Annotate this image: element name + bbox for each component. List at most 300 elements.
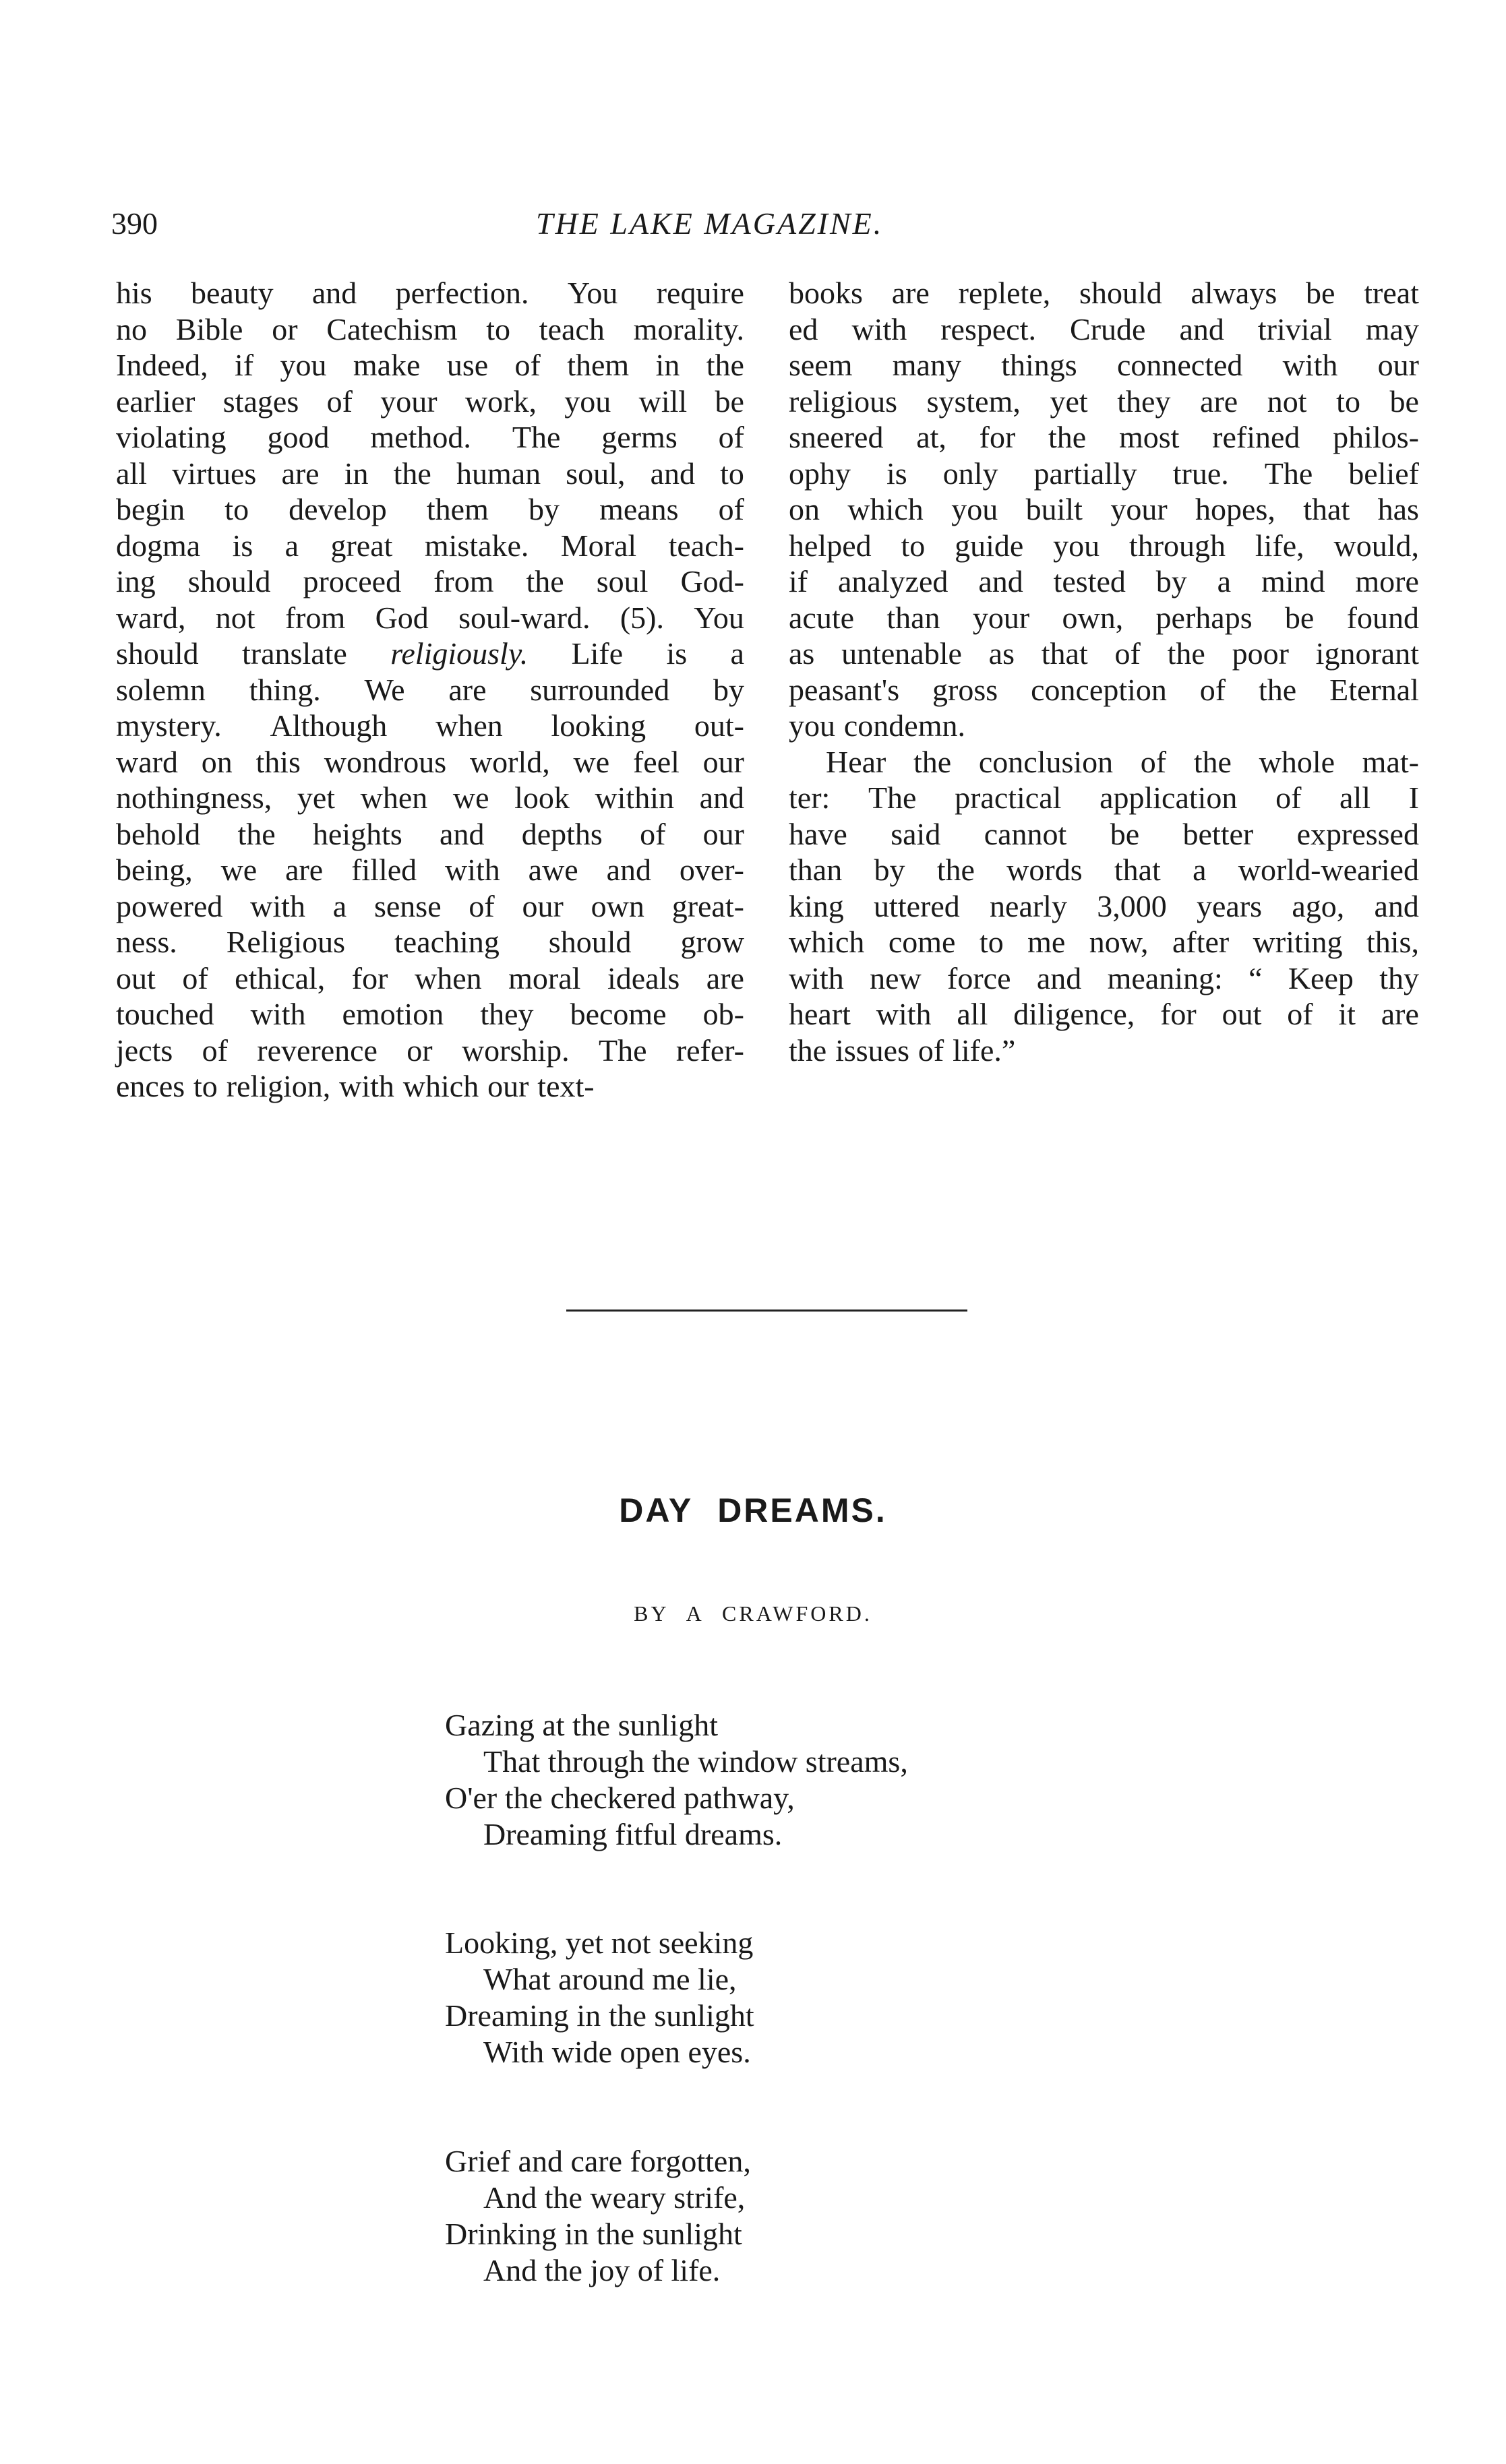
word: surrounded — [530, 672, 670, 707]
word: hopes, — [1195, 492, 1275, 526]
word: ignorant — [1315, 636, 1419, 671]
word: the — [789, 1033, 827, 1068]
word: me — [1027, 925, 1066, 959]
word: our — [702, 744, 744, 779]
text-line — [789, 347, 1419, 383]
text-line — [116, 275, 744, 311]
word: than — [886, 600, 940, 635]
word: for — [1160, 997, 1197, 1031]
word: whole — [1259, 744, 1335, 779]
word: world, — [469, 744, 550, 779]
word: proceed — [303, 564, 402, 598]
word: to — [193, 1069, 218, 1103]
word: they — [1117, 383, 1171, 419]
word: and — [606, 853, 651, 887]
word: of — [1287, 997, 1313, 1031]
word: touched — [116, 997, 214, 1031]
word: mystery. — [116, 708, 222, 743]
word: if — [235, 348, 254, 382]
word: thing. — [249, 672, 321, 707]
word: force — [947, 960, 1011, 995]
word: solemn — [116, 672, 206, 707]
poem-stanza-3 — [445, 2143, 751, 2289]
word: of — [1140, 744, 1167, 779]
word: you — [789, 708, 835, 743]
word: practical — [955, 780, 1062, 815]
word: which — [402, 1069, 479, 1103]
word: great- — [671, 888, 744, 923]
word: of — [514, 348, 541, 382]
word: condemn. — [843, 708, 965, 743]
word: when — [360, 780, 428, 815]
text-line — [116, 456, 744, 492]
word: over- — [679, 853, 744, 887]
word: the — [913, 744, 952, 779]
left-column — [116, 275, 744, 1105]
word: the — [1193, 744, 1232, 779]
word: germs — [601, 420, 677, 454]
word: partially — [1033, 456, 1137, 491]
word: only — [942, 456, 998, 491]
word: at, — [916, 420, 946, 454]
word: begin — [116, 492, 185, 526]
text-line — [789, 563, 1419, 600]
poem-line: And the weary strife, — [483, 2180, 746, 2215]
word: you — [951, 492, 998, 526]
word: filled — [351, 853, 417, 887]
word: peasant's — [789, 672, 900, 707]
word: require — [656, 276, 744, 310]
text-line — [116, 528, 744, 564]
word: out — [116, 960, 156, 995]
word: philos- — [1333, 420, 1419, 454]
word: ing — [116, 564, 156, 598]
word: poor — [1232, 636, 1289, 671]
word: sneered — [789, 420, 884, 454]
word: heart — [789, 997, 851, 1031]
word: is — [886, 456, 907, 491]
text-line — [789, 996, 1419, 1033]
poem-line: Grief and care forgotten, — [445, 2144, 751, 2178]
word: books — [789, 276, 863, 310]
word: more — [1355, 564, 1419, 598]
word: as — [789, 636, 815, 671]
text-line — [789, 1033, 1419, 1069]
word: or — [406, 1033, 433, 1068]
word: for — [351, 960, 388, 995]
word: true. — [1172, 456, 1229, 491]
word: nothingness, — [116, 780, 272, 815]
word: his — [116, 276, 152, 310]
word: diligence, — [1013, 997, 1135, 1031]
word: nearly — [990, 888, 1067, 923]
word: guide — [955, 528, 1024, 563]
word: issues — [835, 1033, 909, 1068]
word: for — [979, 420, 1016, 454]
word: yet — [1050, 383, 1088, 419]
word: a — [284, 528, 299, 563]
poem-line: Gazing at the sunlight — [445, 1708, 718, 1742]
word: trivial — [1257, 311, 1332, 346]
word: of — [1199, 672, 1226, 707]
word: mat- — [1362, 744, 1419, 779]
word: the — [526, 564, 564, 598]
poem-stanza-1 — [445, 1707, 908, 1853]
poem-line: O'er the checkered pathway, — [445, 1781, 795, 1815]
word: not — [215, 600, 255, 635]
word: should — [116, 636, 199, 671]
word: expressed — [1296, 816, 1419, 851]
word: jects — [116, 1033, 173, 1068]
word: a — [1217, 564, 1232, 598]
word: analyzed — [837, 564, 948, 598]
word: replete, — [958, 276, 1051, 310]
word: 3,000 — [1097, 888, 1167, 923]
text-line — [116, 311, 744, 348]
word: all — [957, 997, 988, 1031]
word: develop — [289, 492, 387, 526]
word: has — [1377, 492, 1419, 526]
word: good — [267, 420, 330, 454]
text-line — [116, 708, 744, 744]
word: a — [332, 888, 347, 923]
word: morality. — [633, 311, 744, 346]
word: use — [446, 348, 489, 382]
text-line — [789, 456, 1419, 492]
word: which — [847, 492, 924, 526]
word: be — [1306, 276, 1335, 310]
word: Eternal — [1329, 672, 1419, 707]
word: world-wearied — [1238, 853, 1419, 887]
word: in — [655, 348, 680, 382]
word: have — [789, 816, 847, 851]
word: meaning: — [1107, 960, 1223, 995]
word: teach — [539, 311, 605, 346]
word: (5). — [620, 600, 664, 635]
word: are — [285, 853, 324, 887]
word: the — [1048, 420, 1087, 454]
word: on — [201, 744, 233, 779]
word: The — [512, 420, 561, 454]
word: a — [1193, 853, 1207, 887]
word: you — [564, 383, 611, 419]
word: The — [868, 780, 917, 815]
poem-line: Drinking in the sunlight — [445, 2217, 742, 2251]
text-line — [116, 852, 744, 888]
word: teach- — [668, 528, 744, 563]
word: sense — [373, 888, 442, 923]
word: no — [116, 311, 147, 346]
word: many — [892, 348, 961, 382]
word: we — [220, 853, 258, 887]
poem-line: Dreaming fitful dreams. — [483, 1817, 783, 1851]
word: and — [1036, 960, 1082, 995]
word: Catechism — [326, 311, 458, 346]
word: to — [486, 311, 511, 346]
word: by — [1155, 564, 1187, 598]
word: The — [598, 1033, 647, 1068]
word: and — [650, 456, 696, 491]
text-line — [789, 852, 1419, 888]
word: should — [1079, 276, 1162, 310]
text-line — [789, 275, 1419, 311]
running-title: THE LAKE MAGAZINE. — [536, 206, 884, 241]
word: our — [487, 1069, 529, 1103]
word: You — [694, 600, 744, 635]
word: we — [573, 744, 610, 779]
word: God — [375, 600, 429, 635]
word: is — [232, 528, 253, 563]
text-line — [116, 347, 744, 383]
word: most — [1118, 420, 1180, 454]
word: which — [789, 925, 865, 959]
word: Although — [270, 708, 388, 743]
word: and — [1179, 311, 1224, 346]
word: now, — [1089, 925, 1149, 959]
word: and — [978, 564, 1023, 598]
word: ter: — [789, 780, 831, 815]
word: ness. — [116, 925, 177, 959]
word: through — [1128, 528, 1226, 563]
text-line — [116, 780, 744, 816]
word: are — [281, 456, 320, 491]
word: all — [116, 456, 147, 491]
word: with — [250, 997, 306, 1031]
page-header — [111, 206, 1433, 253]
word: acute — [789, 600, 855, 635]
text-line — [116, 491, 744, 528]
word: powered — [116, 888, 223, 923]
word: words — [1006, 853, 1083, 887]
text-line — [789, 419, 1419, 456]
word: always — [1191, 276, 1277, 310]
word: things — [1001, 348, 1077, 382]
text-line — [116, 600, 744, 636]
word: are — [1200, 383, 1238, 419]
word: ward — [116, 744, 178, 779]
word: mistake. — [424, 528, 529, 563]
word: you — [1053, 528, 1100, 563]
word: with — [1282, 348, 1338, 382]
word: king — [789, 888, 844, 923]
word: become — [570, 997, 667, 1031]
word: ob- — [702, 997, 744, 1031]
word: will — [638, 383, 688, 419]
word: that — [1114, 853, 1161, 887]
word: reverence — [257, 1033, 378, 1068]
word: respect. — [940, 311, 1036, 346]
text-line — [116, 996, 744, 1033]
word: your — [972, 600, 1030, 635]
word: your — [1110, 492, 1168, 526]
word: is — [666, 636, 688, 671]
text-line — [116, 1033, 744, 1069]
word: ago, — [1292, 888, 1345, 923]
word: of — [1275, 780, 1302, 815]
text-line — [116, 383, 744, 420]
word: of — [640, 816, 666, 851]
word: religious — [789, 383, 897, 419]
text-line — [116, 960, 744, 997]
word: means — [599, 492, 679, 526]
word: with — [851, 311, 907, 346]
word: Keep — [1288, 960, 1354, 995]
word: be — [1389, 383, 1419, 419]
text-line — [789, 636, 1419, 672]
word: if — [789, 564, 808, 598]
word: when — [414, 960, 482, 995]
word: our — [702, 816, 744, 851]
word: our — [1377, 348, 1419, 382]
word: conclusion — [978, 744, 1114, 779]
text-line — [116, 816, 744, 853]
word: of — [718, 492, 744, 526]
text-line — [789, 960, 1419, 997]
word: untenable — [841, 636, 962, 671]
word: refined — [1212, 420, 1300, 454]
text-line — [116, 672, 744, 708]
word: all — [1339, 780, 1371, 815]
page-number: 390 — [111, 206, 158, 241]
word: I — [1408, 780, 1419, 815]
poem-byline: BY A CRAWFORD. — [634, 1601, 872, 1626]
word: this — [255, 744, 301, 779]
word: from — [433, 564, 494, 598]
word: of — [718, 420, 744, 454]
word: Life — [571, 636, 624, 671]
text-line — [789, 816, 1419, 853]
word: the — [393, 456, 431, 491]
text-line — [116, 563, 744, 600]
word: helped — [789, 528, 872, 563]
word: own — [591, 888, 644, 923]
word: own, — [1062, 600, 1124, 635]
word: teaching — [394, 925, 500, 959]
word: refer- — [675, 1033, 744, 1068]
word: of — [469, 888, 495, 923]
word: translate — [242, 636, 347, 671]
word: moral — [508, 960, 581, 995]
text-line — [789, 780, 1419, 816]
word: come — [888, 925, 956, 959]
word: within — [595, 780, 674, 815]
word: religiously. — [390, 636, 529, 671]
text-line — [116, 744, 744, 780]
text-line — [789, 528, 1419, 564]
word: be — [1110, 816, 1140, 851]
text-line — [789, 924, 1419, 960]
word: gross — [932, 672, 998, 707]
word: You — [567, 276, 618, 310]
word: cannot — [984, 816, 1067, 851]
word: yet — [297, 780, 336, 815]
text-line — [789, 888, 1419, 925]
word: to — [1336, 383, 1360, 419]
word: human — [456, 456, 541, 491]
word: dogma — [116, 528, 201, 563]
text-line — [789, 600, 1419, 636]
word: and — [699, 780, 744, 815]
word: better — [1182, 816, 1254, 851]
word: grow — [680, 925, 744, 959]
word: The — [1264, 456, 1313, 491]
word: connected — [1116, 348, 1243, 382]
word: God- — [680, 564, 744, 598]
word: application — [1100, 780, 1238, 815]
word: and — [1374, 888, 1419, 923]
word: and — [440, 816, 485, 851]
word: earlier — [116, 383, 195, 419]
word: our — [522, 888, 564, 923]
word: out- — [694, 708, 744, 743]
word: Hear — [826, 744, 886, 779]
word: are — [1381, 997, 1419, 1031]
word: should — [187, 564, 271, 598]
word: are — [706, 960, 744, 995]
word: that — [1041, 636, 1088, 671]
word: them — [426, 492, 489, 526]
word: look — [514, 780, 570, 815]
word: from — [284, 600, 346, 635]
word: a — [730, 636, 744, 671]
word: may — [1365, 311, 1419, 346]
word: text- — [537, 1069, 595, 1103]
word: soul — [596, 564, 649, 598]
word: emotion — [342, 997, 444, 1031]
word: ward, — [116, 600, 186, 635]
word: of — [182, 960, 208, 995]
text-line — [116, 419, 744, 456]
word: Indeed, — [116, 348, 208, 382]
word: of — [326, 383, 353, 419]
word: method. — [370, 420, 471, 454]
word: “ — [1248, 960, 1263, 995]
word: We — [364, 672, 405, 707]
word: be — [715, 383, 744, 419]
word: ideals — [607, 960, 680, 995]
word: worship. — [461, 1033, 570, 1068]
word: conception — [1031, 672, 1167, 707]
word: built — [1025, 492, 1083, 526]
word: as — [988, 636, 1015, 671]
text-line — [789, 383, 1419, 420]
word: are — [448, 672, 487, 707]
word: soul, — [566, 456, 626, 491]
word: writing — [1253, 925, 1343, 959]
word: mind — [1261, 564, 1325, 598]
word: belief — [1348, 456, 1419, 491]
word: looking — [551, 708, 646, 743]
text-line — [116, 888, 744, 925]
poem-line: Looking, yet not seeking — [445, 1926, 754, 1960]
poem-line: That through the window streams, — [483, 1744, 908, 1779]
word: Religious — [226, 925, 346, 959]
word: them — [567, 348, 630, 382]
word: soul-ward. — [458, 600, 591, 635]
word: awe — [528, 853, 578, 887]
word: and — [311, 276, 357, 310]
word: ophy — [789, 456, 851, 491]
text-line — [789, 708, 1419, 744]
word: the — [237, 816, 276, 851]
word: the — [706, 348, 744, 382]
word: wondrous — [324, 744, 447, 779]
word: in — [344, 456, 369, 491]
text-line — [789, 311, 1419, 348]
word: years — [1197, 888, 1263, 923]
word: to — [901, 528, 926, 563]
text-line — [789, 672, 1419, 708]
